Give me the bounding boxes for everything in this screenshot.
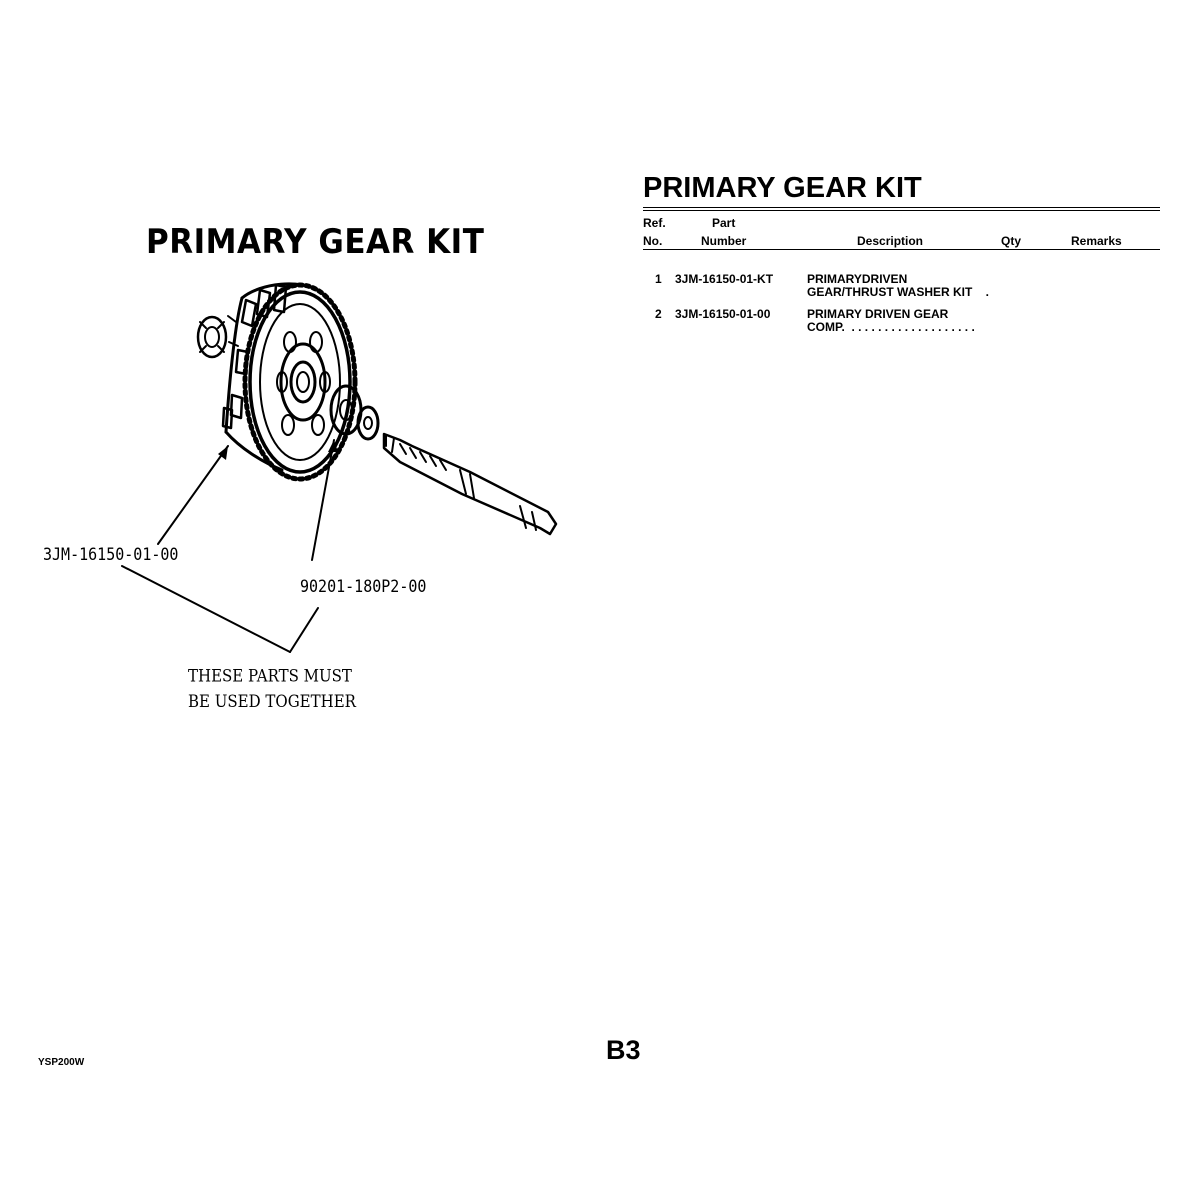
row-1-part-number: 3JM-16150-01-KT xyxy=(675,272,774,286)
usage-note xyxy=(188,664,356,715)
header-rule xyxy=(643,249,1160,250)
header-qty: Qty xyxy=(1001,234,1022,248)
header-part-bottom: Number xyxy=(701,234,747,248)
title-rule-top xyxy=(643,207,1160,208)
row-1-description-line-2: GEAR/THRUST WASHER KIT . xyxy=(807,285,990,299)
model-code: YSP200W xyxy=(38,1057,85,1068)
row-1-description xyxy=(807,273,989,299)
header-ref-bottom: No. xyxy=(643,234,663,248)
usage-note-line-1: THESE PARTS MUST xyxy=(188,666,352,686)
callout-washer-part-number: 90201-180P2-00 xyxy=(300,576,427,597)
title-rule-bottom xyxy=(643,210,1160,211)
row-2-description xyxy=(807,308,975,334)
header-remarks: Remarks xyxy=(1071,234,1122,248)
star-washer-part xyxy=(198,317,226,357)
page-number: B3 xyxy=(606,1035,641,1065)
header-ref-top: Ref. xyxy=(643,216,666,230)
row-1-ref: 1 xyxy=(655,272,662,286)
row-2-description-line-1: PRIMARY DRIVEN GEAR xyxy=(807,307,949,321)
primary-gear-drawing xyxy=(0,0,600,720)
row-2-description-line-2: COMP. . . . . . . . . . . . . . . . . . . . xyxy=(807,320,975,334)
parts-list-title: PRIMARY GEAR KIT xyxy=(643,172,922,204)
header-description: Description xyxy=(857,234,924,248)
callout-gear-part-number: 3JM-16150-01-00 xyxy=(43,544,179,565)
row-2-part-number: 3JM-16150-01-00 xyxy=(675,307,771,321)
header-part-top: Part xyxy=(712,216,736,230)
usage-note-line-2: BE USED TOGETHER xyxy=(188,691,356,712)
row-1-description-line-1: PRIMARYDRIVEN xyxy=(807,272,908,286)
diagram-title: PRIMARY GEAR KIT xyxy=(146,222,485,262)
main-shaft-part xyxy=(384,434,556,534)
row-2-ref: 2 xyxy=(655,307,662,321)
